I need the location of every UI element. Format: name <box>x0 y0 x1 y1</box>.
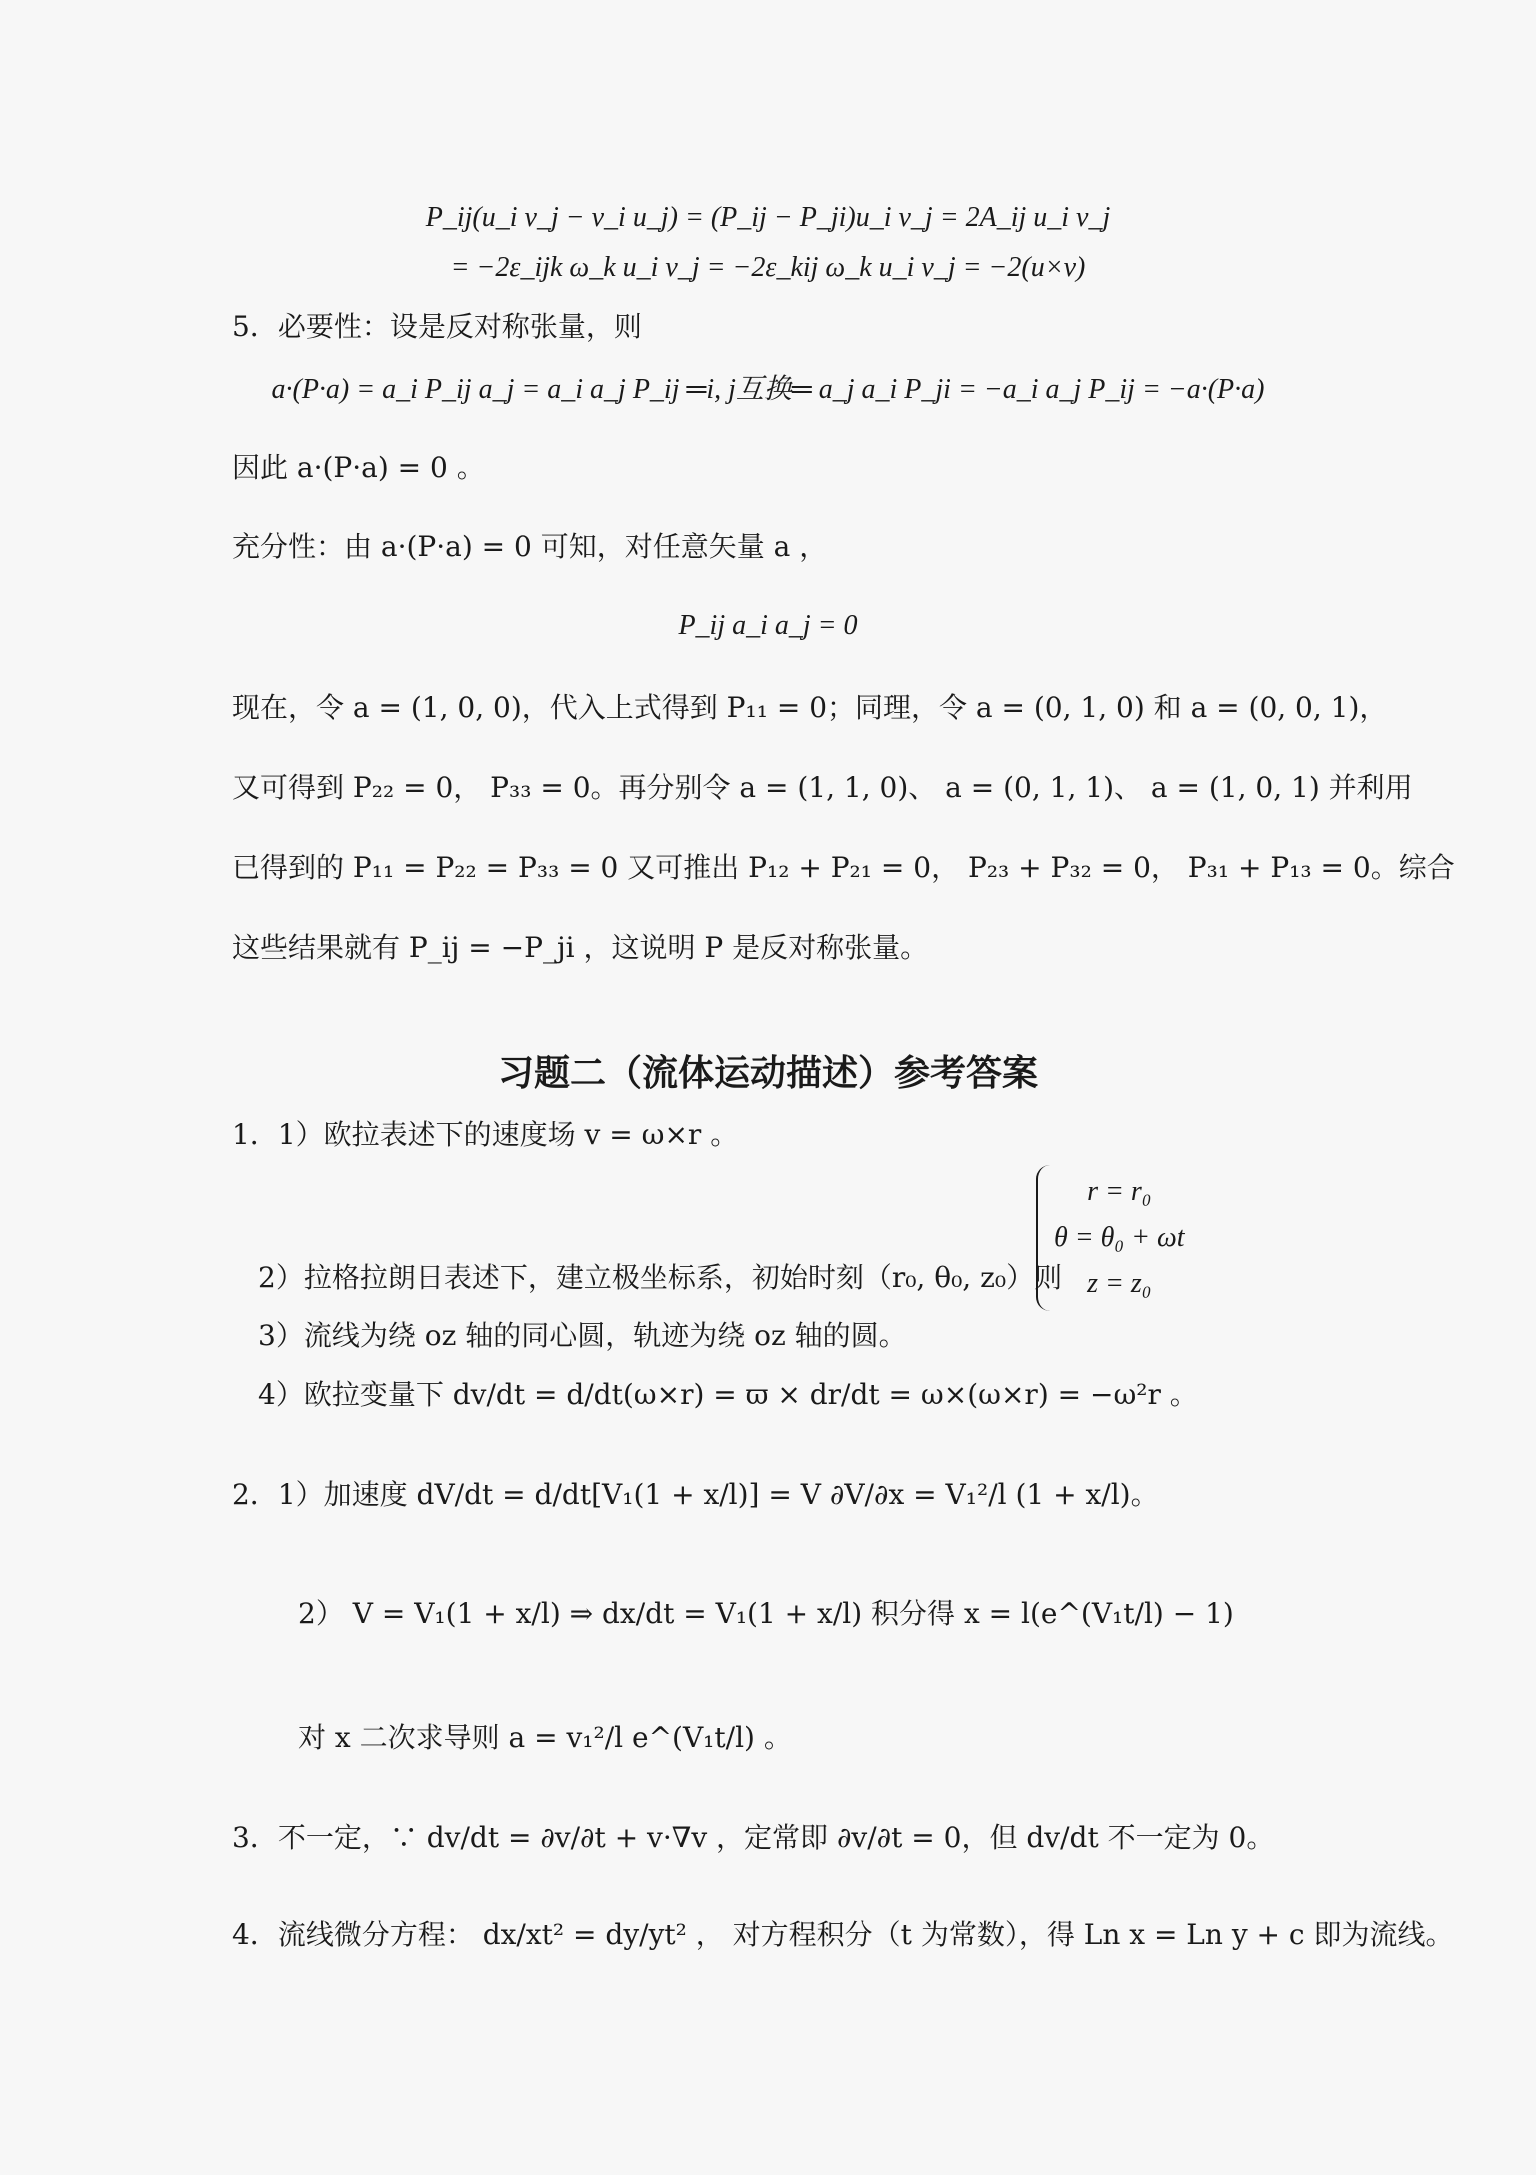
section-title: 习题二（流体运动描述）参考答案 <box>497 1053 1038 1094</box>
answer-1-1: 1．1）欧拉表述下的速度场 v = ω×r 。 <box>232 1118 739 1151</box>
equation-a-dot-pa: a·(P·a) = a_i P_ij a_j = a_i a_j P_ij ═i, j互换═ a_j a_i P_ji = −a_i a_j P_ij = −a·(P·a) <box>271 374 1265 405</box>
answer-1-4: 4）欧拉变量下 dv/dt = d/dt(ω×r) = ϖ × dr/dt = ω×(ω×r) = −ω²r 。 <box>258 1378 1198 1411</box>
paragraph-line-4: 这些结果就有 P_ij = −P_ji ，这说明 P 是反对称张量。 <box>232 931 929 964</box>
sufficiency-line: 充分性：由 a·(P·a) = 0 可知，对任意矢量 a ， <box>232 530 828 563</box>
answer-3: 3．不一定，∵ dv/dt = ∂v/∂t + v·∇v ，定常即 ∂v/∂t = 0，但 dv/dt 不一定为 0。 <box>232 1821 1275 1854</box>
system-eq-r: r = r₀ <box>1087 1176 1152 1207</box>
answer-1-3: 3）流线为绕 oz 轴的同心圆，轨迹为绕 oz 轴的圆。 <box>258 1319 907 1352</box>
answer-2-3: 对 x 二次求导则 a = v₁²/l e^(V₁t/l) 。 <box>298 1721 792 1754</box>
system-eq-theta: θ = θ₀ + ωt <box>1054 1222 1185 1253</box>
answer-2-2: 2） V = V₁(1 + x/l) ⇒ dx/dt = V₁(1 + x/l) 积分得 x = l(e^(V₁t/l) − 1) <box>298 1597 1234 1630</box>
equation-pij-aiaj: P_ij a_i a_j = 0 <box>678 610 858 641</box>
equation-antisymmetric-1: P_ij(u_i v_j − v_i u_j) = (P_ij − P_ji)u_i v_j = 2A_ij u_i v_j <box>425 202 1111 233</box>
paragraph-line-1: 现在，令 a = (1, 0, 0)，代入上式得到 P₁₁ = 0；同理，令 a = (0, 1, 0) 和 a = (0, 0, 1)， <box>232 691 1388 724</box>
answer-4: 4．流线微分方程： dx/xt² = dy/yt² ， 对方程积分（t 为常数），得 Ln x = Ln y + c 即为流线。 <box>232 1918 1454 1951</box>
answer-2-1: 2．1）加速度 dV/dt = d/dt[V₁(1 + x/l)] = V ∂V/∂x = V₁²/l (1 + x/l)。 <box>232 1478 1159 1511</box>
therefore-line: 因此 a·(P·a) = 0 。 <box>232 451 485 484</box>
answer-1-2: 2）拉格拉朗日表述下，建立极坐标系，初始时刻（r₀, θ₀, z₀）则 <box>258 1261 1063 1294</box>
paragraph-line-2: 又可得到 P₂₂ = 0， P₃₃ = 0。再分别令 a = (1, 1, 0)、 a = (0, 1, 1)、 a = (1, 0, 1) 并利用 <box>232 771 1413 804</box>
system-eq-z: z = z₀ <box>1087 1268 1152 1299</box>
problem-5-necessity: 5．必要性：设是反对称张量，则 <box>232 310 642 343</box>
paragraph-line-3: 已得到的 P₁₁ = P₂₂ = P₃₃ = 0 又可推出 P₁₂ + P₂₁ = 0， P₂₃ + P₃₂ = 0， P₃₁ + P₁₃ = 0。综合 <box>232 851 1455 884</box>
equation-antisymmetric-2: = −2ε_ijk ω_k u_i v_j = −2ε_kij ω_k u_i v_j = −2(u×v) <box>450 252 1086 283</box>
